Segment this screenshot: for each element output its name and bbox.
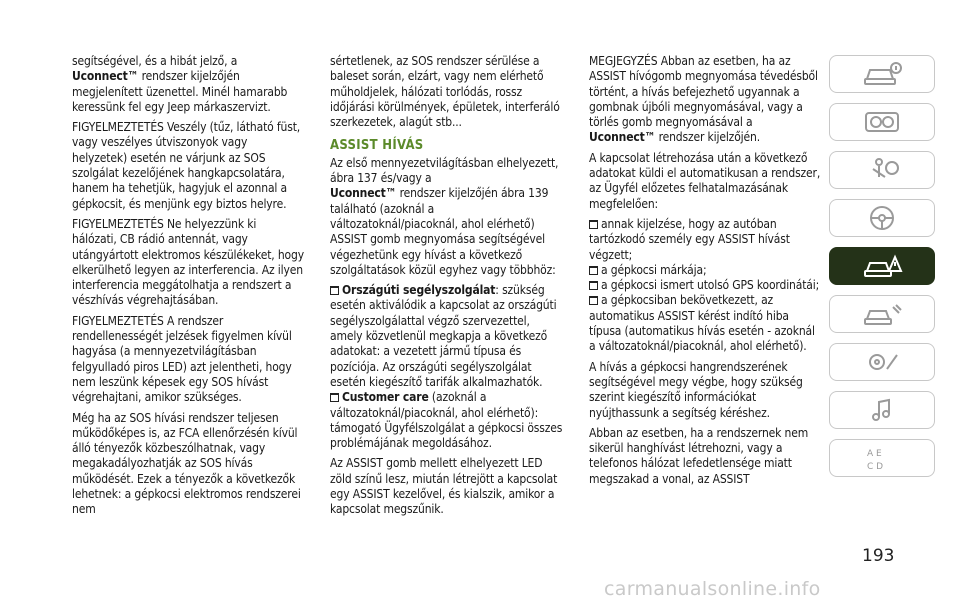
- tab-dashboard[interactable]: [829, 103, 935, 141]
- list-item: a gépkocsiban bekövetkezett, az automatikus ASSIST kérést indító hiba típusa (automatikus hívás esetén - azoknál a változatoknál/piacoknál, ahol elérhető).: [589, 293, 815, 354]
- paragraph: Abban az esetben, ha a rendszernek nem sikerül hanghívást létrehozni, vagy a telefonos hálózat lefedetlensége miatt megszakad a vonal, az ASSIST: [589, 425, 809, 486]
- paragraph-assist: Az első mennyezetvilágításban elhelyezett, ábra 137 és/vagy a Uconnect™ rendszer kijelzőjén ábra 139 található (azoknál a változatoknál/piacoknál, ahol elérhető) ASSIST gomb megnyomása segítségével végezhetünk egy hívást a következő szolgáltatások közül egyhez vagy többhöz:: [330, 155, 559, 277]
- paragraph: A hívás a gépkocsi hangrendszerének segítségével megy végbe, hogy szükség szerint kiegészítő információkat nyújthassunk a segítség kéréshez.: [589, 359, 803, 420]
- car-alert-icon: [861, 251, 903, 281]
- paragraph-factors: Még ha az SOS hívási rendszer teljesen működőképes is, az FCA ellenőrzésén kívül álló tényezők közbeszólhatnak, vagy megakadályozhatják az SOS hívás működését. Ezek a tényezők a következők lehetnek: a gépkocsi elektromos rendszerei nem: [72, 410, 301, 517]
- page-number: 193: [862, 546, 895, 566]
- tab-technical[interactable]: [829, 343, 935, 381]
- car-service-icon: [861, 299, 903, 329]
- warning-fire: FIGYELMEZTETÉS Veszély (tűz, látható füst, vagy veszélyes útviszonyok vagy helyzetek) esetén ne várjunk az SOS szolgálat kezelőjének hangkapcsolatára, hanem ha tehetjük, hagyjuk el azonnal a gépkocsit, és menjünk egy biztos helyre.: [72, 120, 301, 211]
- svg-text:C D: C D: [867, 462, 884, 472]
- text-column-2: [330, 54, 565, 523]
- tab-car-info[interactable]: [829, 55, 935, 93]
- paragraph: sértetlenek, az SOS rendszer sérülése a baleset során, elzárt, vagy nem elérhető műholdjelek, hálózati torlódás, rossz időjárási körülmények, épületek, interferáló szerkezetek, alagút stb...: [330, 54, 560, 130]
- list-item: a gépkocsi ismert utolsó GPS koordinátái;: [589, 278, 821, 293]
- chapter-tabs: [829, 55, 935, 487]
- bullet-icon: [330, 286, 339, 295]
- tab-steering[interactable]: [829, 199, 935, 237]
- svg-text:A E: A E: [867, 449, 882, 459]
- tab-safety[interactable]: [829, 151, 935, 189]
- bullet-icon: [589, 266, 598, 275]
- brand-name: Uconnect™: [72, 69, 139, 84]
- warning-led: FIGYELMEZTETÉS A rendszer rendellenességét jelzések figyelmen kívül hagyása (a mennyezetvilágításban felgyulladó piros LED) azt jelentheti, hogy nem leszünk képesek egy SOS hívást végrehajtani, amikor szükséges.: [72, 313, 292, 405]
- steering-wheel-icon: [861, 203, 903, 233]
- section-heading: ASSIST HÍVÁS: [330, 138, 424, 154]
- tab-index[interactable]: [829, 439, 935, 477]
- car-info-icon: [861, 59, 903, 89]
- list-item: Customer care (azoknál a változatoknál/piacoknál, ahol elérhető): támogató Ügyfélszolgálat a gépkocsi összes problémájának megoldásához.: [330, 390, 563, 451]
- gear-wrench-icon: [861, 347, 903, 377]
- paragraph: segítségével, és a hibát jelző, a Uconnect™ rendszer kijelzőjén megjelenített üzenettel. Minél hamarabb keressünk fel egy Jeep márkaszervizt.: [72, 54, 288, 114]
- note: MEGJEGYZÉS Abban az esetben, ha az ASSIST hívógomb megnyomása tévedésből történt, a hívás befejezhető ugyannak a gombnak újbóli megnyomásával, vagy a törlés gomb megnyomásával a Uconnect™ rendszer kijelzőjén.: [589, 54, 818, 145]
- alphabet-index-icon: [861, 443, 903, 473]
- seatbelt-airbag-icon: [861, 155, 903, 185]
- tab-service[interactable]: [829, 295, 935, 333]
- bullet-icon: [589, 220, 598, 229]
- paragraph-led: Az ASSIST gomb mellett elhelyezett LED zöld színű lesz, miután létrejött a kapcsolat egy ASSIST kezelővel, és kialszik, amikor a kapcsolat megszűnik.: [330, 456, 558, 517]
- dashboard-icon: [861, 107, 903, 137]
- list-item: annak kijelzése, hogy az autóban tartózkodó személy egy ASSIST hívást végzett;: [589, 216, 790, 262]
- watermark: carmanualsonline.info: [604, 578, 821, 600]
- list-item: Országúti segélyszolgálat: szükség esetén aktiválódik a kapcsolat az országúti segélyszolgálattal végző szervezettel, amely közvetlenül megkapja a következő adatokat: a vezetett jármű típusa és pozíciója. Az országúti segélyszolgálat esetén kiegészítő tarifák alkalmazhatók.: [330, 283, 557, 389]
- bullet-icon: [589, 281, 598, 290]
- warning-antenna: FIGYELMEZTETÉS Ne helyezzünk ki hálózati, CB rádió antennát, vagy utángyártott elektromos készülékeket, hogy elkerülhető legyen az interferencia. Az ilyen interferencia meggátolhatja a rendszert a vészhívás végrehajtásában.: [72, 216, 304, 308]
- tab-multimedia[interactable]: [829, 391, 935, 429]
- bullet-icon: [589, 296, 598, 305]
- text-column-3: [589, 54, 821, 492]
- tab-emergency[interactable]: [829, 247, 935, 285]
- paragraph: A kapcsolat létrehozása után a következő adatokat küldi el automatikusan a rendszer, az Ügyfél előzetes felhatalmazásának megfelelően:: [589, 150, 821, 211]
- music-note-icon: [861, 395, 903, 425]
- list-item: a gépkocsi márkája;: [589, 263, 821, 278]
- bullet-icon: [330, 393, 339, 402]
- text-column-1: [72, 54, 304, 523]
